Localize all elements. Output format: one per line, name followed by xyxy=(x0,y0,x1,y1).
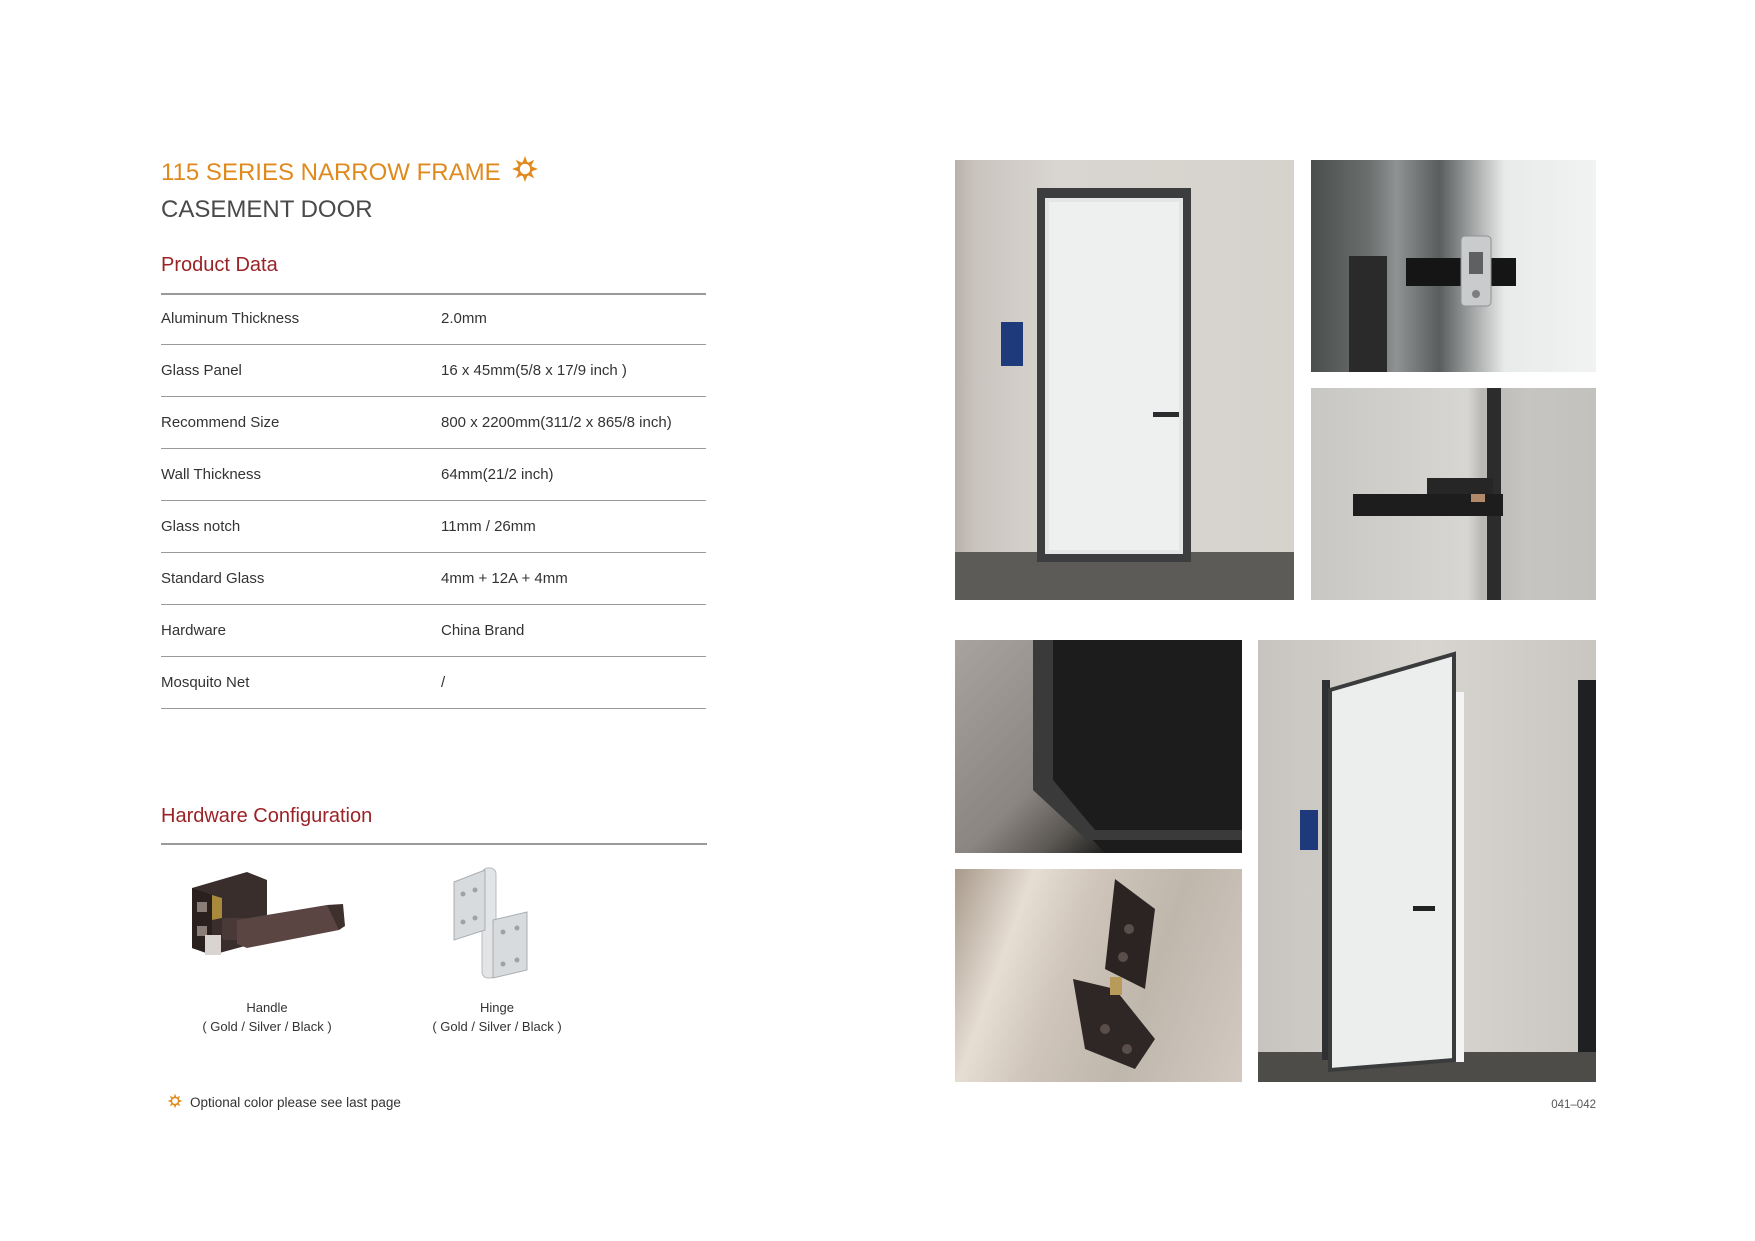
product-data-table xyxy=(161,293,706,709)
spec-value: / xyxy=(441,674,446,691)
table-row xyxy=(161,449,706,501)
optional-color-footnote xyxy=(167,1093,401,1112)
table-row xyxy=(161,501,706,553)
spec-value: 16 x 45mm(5/8 x 17/9 inch ) xyxy=(441,362,627,379)
spec-label: Standard Glass xyxy=(161,570,265,587)
open-door-photo xyxy=(1258,640,1596,1082)
lock-closeup-photo xyxy=(1311,160,1596,372)
hardware-rule xyxy=(161,843,707,845)
sun-icon xyxy=(511,155,539,190)
hardware-configuration-heading: Hardware Configuration xyxy=(161,805,373,827)
spec-label: Glass notch xyxy=(161,518,241,535)
handle-closeup-photo xyxy=(1311,388,1596,600)
spec-label: Recommend Size xyxy=(161,414,280,431)
hinge-product xyxy=(397,860,597,1036)
spec-value: 2.0mm xyxy=(441,310,487,327)
handle-options: ( Gold / Silver / Black ) xyxy=(202,1019,332,1034)
spec-value: China Brand xyxy=(441,622,525,639)
table-row xyxy=(161,397,706,449)
spec-label: Aluminum Thickness xyxy=(161,310,300,327)
handle-product xyxy=(167,860,367,1036)
spec-value: 11mm / 26mm xyxy=(441,518,536,535)
hinge-name: Hinge xyxy=(480,1000,514,1015)
table-row xyxy=(161,657,706,709)
spec-value: 800 x 2200mm(311/2 x 865/8 inch) xyxy=(441,414,672,431)
table-row xyxy=(161,345,706,397)
sun-icon xyxy=(167,1093,183,1112)
handle-image xyxy=(167,860,367,985)
spec-label: Hardware xyxy=(161,622,227,639)
product-type-title: CASEMENT DOOR xyxy=(161,196,373,223)
spec-label: Glass Panel xyxy=(161,362,242,379)
product-series-title xyxy=(161,155,539,190)
table-row xyxy=(161,553,706,605)
spec-label: Mosquito Net xyxy=(161,674,250,691)
spec-value: 4mm + 12A + 4mm xyxy=(441,570,568,587)
frame-profile-photo xyxy=(955,640,1242,853)
closed-door-photo xyxy=(955,160,1294,600)
hinge-closeup-photo xyxy=(955,869,1242,1082)
footnote-text: Optional color please see last page xyxy=(190,1095,401,1110)
page-number: 041–042 xyxy=(1551,1099,1596,1111)
hinge-options: ( Gold / Silver / Black ) xyxy=(432,1019,562,1034)
spec-label: Wall Thickness xyxy=(161,466,262,483)
product-data-heading: Product Data xyxy=(161,254,278,276)
hinge-image xyxy=(397,860,597,985)
spec-value: 64mm(21/2 inch) xyxy=(441,466,554,483)
handle-name: Handle xyxy=(246,1000,288,1015)
table-row xyxy=(161,293,706,345)
table-row xyxy=(161,605,706,657)
title-line1-text: 115 SERIES NARROW FRAME xyxy=(161,158,501,186)
